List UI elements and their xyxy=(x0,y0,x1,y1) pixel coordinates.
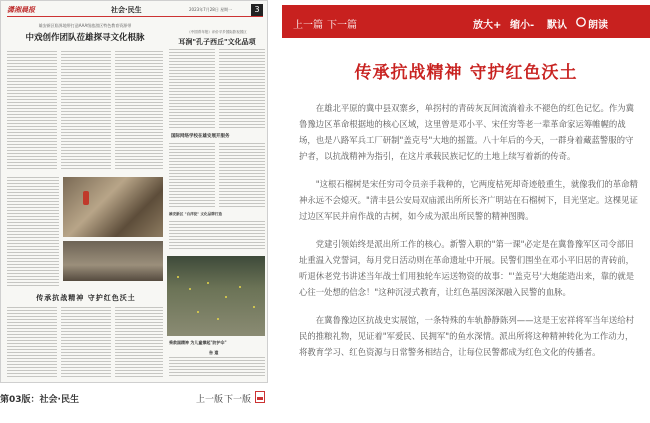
text-column[interactable] xyxy=(169,143,215,207)
masthead xyxy=(7,5,263,17)
text-column[interactable] xyxy=(115,51,163,171)
article-paragraph: "这根石榴树是宋任穷司令员亲手栽种的，它两度枯死却奇迹般重生，就像我们的革命精神永远不会熄灭。"清丰县公安局双庙派出所所长齐广明站在石榴树下，目光坚定。这棵见证过边区军民并肩作战的古树，如今成为派出所民警的精神图腾。 xyxy=(299,179,638,221)
sub-headline[interactable]: 乘救国精神 为儿童撑起"防护伞" xyxy=(169,340,227,345)
text-column[interactable] xyxy=(7,177,59,287)
news-photo xyxy=(63,177,163,237)
sub-headline[interactable]: 国际网络学校在雄安展开服务 xyxy=(171,134,230,139)
page-label: 第03版：社会·民生 xyxy=(0,395,79,405)
lead-headline[interactable] xyxy=(7,23,163,43)
read-aloud-button[interactable]: 朗读 xyxy=(588,20,608,31)
sub-headline[interactable]: 告 遣 xyxy=(209,350,219,355)
newspaper-page-thumbnail[interactable] xyxy=(0,0,268,383)
text-column[interactable] xyxy=(169,49,215,129)
photo-detail xyxy=(177,276,179,278)
news-photo xyxy=(167,256,265,336)
photo-detail xyxy=(83,191,89,205)
photo-detail xyxy=(253,306,255,308)
issue-date: 2023年7月28日 星期一 xyxy=(189,7,233,12)
previous-article-link[interactable]: 上一篇 xyxy=(293,20,323,31)
article-panel xyxy=(282,0,650,423)
news-photo xyxy=(63,241,163,281)
zoom-out-button[interactable]: 缩小- xyxy=(510,20,535,31)
lead-kicker: 雄安新区临界地带打造AAA级旅游区特色教育资源带 xyxy=(38,23,132,28)
article-toolbar xyxy=(282,5,650,38)
text-column[interactable] xyxy=(7,51,57,171)
text-column[interactable] xyxy=(169,357,265,377)
second-kicker: 《中国青年报》评价平乡国际影视园区 xyxy=(187,30,247,34)
page-number-badge: 3 xyxy=(251,4,263,16)
second-headline[interactable]: 耳涧"孔子西丘"文化品项 xyxy=(178,38,256,46)
text-column[interactable] xyxy=(115,307,163,377)
next-page-link[interactable]: 下一版 xyxy=(224,395,252,405)
article-title: 传承抗战精神 守护红色沃土 xyxy=(354,63,578,83)
photo-detail xyxy=(239,286,241,288)
text-column[interactable] xyxy=(219,143,265,207)
next-article-link[interactable]: 下一篇 xyxy=(327,20,357,31)
text-column[interactable] xyxy=(219,49,265,129)
article-body xyxy=(299,100,639,372)
thumbnail-article-title[interactable]: 传承抗战精神 守护红色沃土 xyxy=(36,294,136,302)
text-column[interactable] xyxy=(169,221,265,251)
photo-detail xyxy=(197,311,199,313)
text-column[interactable] xyxy=(61,307,111,377)
default-size-button[interactable]: 默认 xyxy=(547,20,567,31)
photo-detail xyxy=(225,296,227,298)
speaker-icon[interactable] xyxy=(576,17,586,27)
article-paragraph: 在雄北平原的冀中县双寨乡，单拐村的青砖灰瓦间流淌着永不褪色的红色记忆。作为冀鲁豫边区革命根据地的核心区域，这里曾是邓小平、宋任穷等老一辈革命家运筹帷幄的战场，也是八路军兵工厂研制"盖克号"大地的摇篮。八十年后的今天，一群身着藏蓝警服的守护者，以抗战精神为指引，在这片承载民族记忆的土地上续写着新的传奇。 xyxy=(299,103,635,161)
photo-detail xyxy=(189,288,191,290)
page-navigation xyxy=(0,391,268,405)
text-column[interactable] xyxy=(61,51,111,171)
photo-detail xyxy=(217,318,219,320)
photo-detail xyxy=(207,282,209,284)
zoom-in-button[interactable]: 放大+ xyxy=(473,20,502,31)
pdf-icon[interactable] xyxy=(255,391,265,403)
section-name: 社会·民生 xyxy=(111,6,142,14)
masthead-logo: 潇湘晨报 xyxy=(7,6,35,14)
article-paragraph: 党建引领始终是派出所工作的核心。新警入职的"第一课"必定是在冀鲁豫军区司令部旧址重温入党誓词，每月党日活动则在革命遗址中开展。民警们围坐在邓小平旧居的青砖前，听退休老党书讲述当年战士们用独轮车运送物资的故事："'盖克号'大炮能造出来，靠的就是心往一处想的信念！"这种沉浸式教育，让红色基因深深融入民警的血脉。 xyxy=(299,239,635,297)
lead-title: 中戏创作团队莅雄探寻文化根脉 xyxy=(25,33,145,43)
article-paragraph: 在冀鲁豫边区抗战史实展馆，一条特殊的车轨静静陈列——这是王宏祥将军当年送给村民的推粮礼物，见证着"军爱民、民拥军"的鱼水深情。派出所将这种精神转化为工作动力，将教育学习、红色资源与日常警务相结合，让每位民警都成为红色文化的传播者。 xyxy=(299,315,635,357)
sub-headline[interactable]: 雄安新区 "白洋淀" 文化品牌打造 xyxy=(169,212,222,216)
text-column[interactable] xyxy=(7,307,57,377)
previous-page-link[interactable]: 上一版 xyxy=(196,395,224,405)
